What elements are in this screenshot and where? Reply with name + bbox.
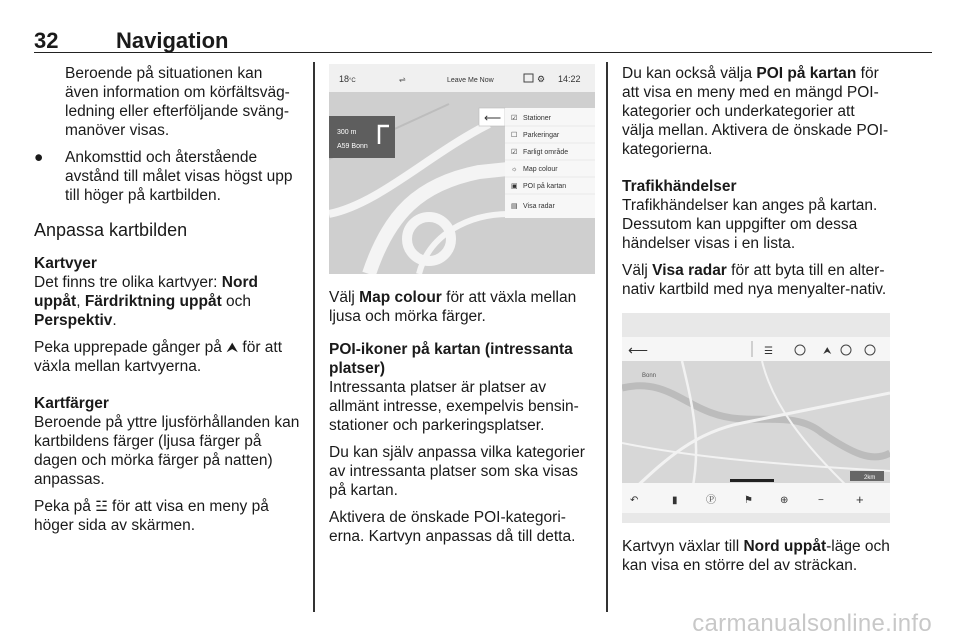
leave-me-now-text[interactable]: Leave Me Now: [447, 77, 494, 84]
column-right: [622, 64, 890, 583]
intro-paragraph: Beroende på situationen kan även information om körfältsväg-ledning eller efterföljande sväng-manöver visas.: [65, 65, 290, 139]
menu-item-poi-pa-kartan[interactable]: POI på kartan: [523, 183, 567, 190]
radar-map-illustration: [622, 313, 890, 523]
map-settings-icon: ☳: [95, 498, 108, 514]
kartfarger-heading: Kartfärger: [34, 395, 109, 412]
map-menu-illustration: [329, 64, 595, 274]
gear-icon[interactable]: ⚙: [537, 74, 546, 84]
zoom-in-icon[interactable]: +: [856, 492, 864, 507]
scale-text: 2km: [864, 475, 876, 481]
column-middle: [329, 64, 595, 554]
distance-text: 300 m: [337, 129, 357, 136]
traffic-icon[interactable]: ⚑: [744, 495, 753, 506]
back-arrow-icon: ⟵: [484, 111, 502, 125]
chapter-title: Navigation: [116, 28, 229, 53]
column-left: [34, 64, 300, 543]
center-icon[interactable]: ⊕: [780, 495, 789, 506]
scroll-indicator[interactable]: [730, 479, 774, 482]
traffic-paragraph-2: Välj Visa radar för att byta till en alter-nativ kartbild med nya menyalter-nativ.: [622, 262, 887, 298]
map-menu-panel: [505, 108, 595, 218]
back-arrow-icon[interactable]: ⟵: [628, 342, 649, 358]
poi-paragraph-1: Intressanta platser är platser av allmänt intresse, exempelvis bensin-stationer och parkeringsplatser.: [329, 379, 579, 434]
map-view-icon: ⮝: [226, 339, 239, 355]
north-up-icon[interactable]: ⮝: [823, 346, 832, 357]
menu-item-visa-radar[interactable]: Visa radar: [523, 203, 555, 210]
undo-icon[interactable]: ↶: [630, 495, 639, 506]
map-area: [622, 361, 890, 491]
fuel-icon[interactable]: ▮: [672, 495, 678, 506]
poi-paragraph-2: Du kan själv anpassa vilka kategorier av intressanta platser som ska visas på kartan.: [329, 444, 585, 499]
column-divider: [313, 62, 315, 612]
menu-item-parkeringar[interactable]: Parkeringar: [523, 132, 560, 139]
page-header: [34, 28, 932, 53]
kartfarger-paragraph: Beroende på yttre ljusförhållanden kan kartbildens färger (ljusa färger på dagen och mörka färger på natten) anpassas.: [34, 414, 300, 488]
traffic-paragraph-1: Trafikhändelser kan anges på kartan. Dessutom kan uppgifter om dessa händelser visas i en lista.: [622, 197, 878, 252]
bullet-item: [34, 148, 300, 205]
map-menu-screenshot: [329, 64, 595, 274]
list-icon[interactable]: ☰: [764, 346, 773, 357]
temperature-text: 18°C: [339, 74, 356, 84]
map-colour-paragraph: Välj Map colour för att växla mellan ljusa och mörka färger.: [329, 289, 577, 325]
page-number: 32: [34, 28, 59, 53]
street-text: A59 Bonn: [337, 143, 368, 150]
poi-paragraph-3: Aktivera de önskade POI-kategori-erna. Kartvyn anpassas då till detta.: [329, 509, 576, 545]
sun-icon: ☼: [511, 166, 518, 173]
zoom-out-icon[interactable]: −: [818, 495, 824, 506]
map-bottom-bar: [622, 483, 890, 513]
menu-item-map-colour[interactable]: Map colour: [523, 166, 558, 173]
column-divider: [606, 62, 608, 612]
north-up-paragraph: Kartvyn växlar till Nord uppåt-läge och kan visa en större del av sträckan.: [622, 538, 890, 574]
maneuver-panel: [329, 116, 395, 158]
watermark: carmanualsonline.info: [692, 610, 932, 637]
kartvyer-heading: Kartvyer: [34, 255, 97, 272]
section-title: Anpassa kartbilden: [34, 220, 188, 240]
menu-item-farligt-omrade[interactable]: Farligt område: [523, 149, 569, 156]
radar-map-screenshot: [622, 313, 890, 523]
check-icon: ☑: [511, 149, 518, 156]
kartfarger-paragraph-2: Peka på ☳ för att visa en meny på höger sida av skärmen.: [34, 498, 269, 534]
kartvyer-paragraph: Det finns tre olika kartvyer: Nord uppåt, Färdriktning uppåt och Perspektiv.: [34, 274, 258, 329]
menu-item-stationer[interactable]: Stationer: [523, 115, 552, 122]
kartvyer-paragraph-2: Peka upprepade gånger på ⮝ för att växla mellan kartvyerna.: [34, 339, 283, 375]
bullet-text: Ankomsttid och återstående avstånd till målet visas högst upp till höger på kartbilden.: [65, 149, 293, 204]
clock-text: 14:22: [558, 74, 581, 84]
map-top-bar: [622, 337, 890, 361]
poi-menu-paragraph: Du kan också välja POI på kartan för att visa en meny med en mängd POI-kategorier och underkategorier att välja mellan. Aktivera de önskade POI-kategorierna.: [622, 65, 889, 158]
checkbox-icon: ☐: [511, 132, 518, 139]
radar-icon: ▤: [511, 203, 518, 210]
usb-icon: ⇌: [399, 75, 406, 84]
bullet-icon: ●: [34, 149, 44, 166]
poi-icon: ▣: [511, 183, 518, 190]
traffic-heading: Trafikhändelser: [622, 178, 737, 195]
city-label: Bonn: [642, 373, 657, 379]
poi-heading: POI-ikoner på kartan (intressanta platser): [329, 341, 573, 377]
check-icon: ☑: [511, 115, 518, 122]
parking-icon[interactable]: Ⓟ: [706, 495, 716, 506]
